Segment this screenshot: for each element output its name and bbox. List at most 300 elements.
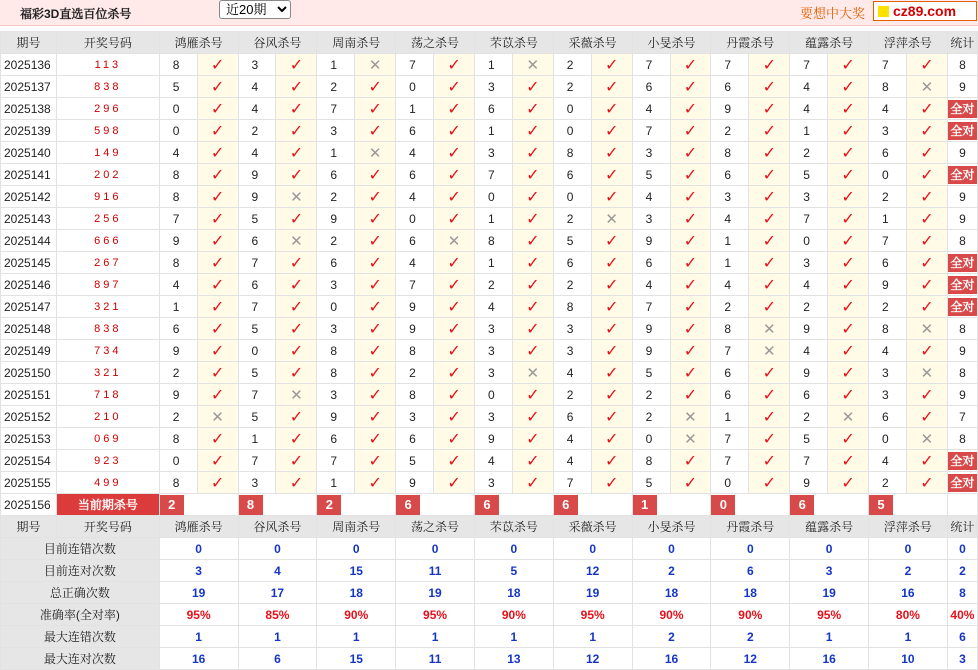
stats-value: 12	[553, 648, 632, 670]
result-mark-cell	[828, 472, 869, 494]
result-mark-cell	[355, 230, 396, 252]
check-icon: ✓	[841, 298, 855, 316]
result-mark-cell	[670, 252, 711, 274]
result-mark-cell	[906, 120, 947, 142]
stats-value: 12	[553, 560, 632, 582]
stats-value: 2	[869, 560, 948, 582]
result-mark-cell	[355, 318, 396, 340]
period-cell: 2025153	[1, 428, 57, 450]
header-expert[interactable]: 荡之杀号	[396, 32, 475, 54]
stat-cell	[947, 472, 977, 494]
check-icon: ✓	[526, 188, 540, 206]
result-mark-cell	[512, 76, 553, 98]
result-mark-cell	[828, 208, 869, 230]
check-icon: ✓	[526, 452, 540, 470]
cross-icon: ✕	[368, 56, 382, 74]
kill-value-cell: 0	[396, 208, 434, 230]
stats-value: 0	[159, 538, 238, 560]
stats-value: 90%	[317, 604, 396, 626]
kill-value-cell: 3	[474, 472, 512, 494]
kill-value-cell: 9	[790, 472, 828, 494]
kill-value-cell: 0	[632, 428, 670, 450]
stats-value: 0	[632, 538, 711, 560]
check-icon: ✓	[683, 452, 698, 470]
kill-value-cell: 2	[869, 472, 907, 494]
kill-value-cell: 3	[474, 76, 512, 98]
period-cell: 2025143	[1, 208, 57, 230]
check-icon: ✓	[604, 276, 619, 294]
result-mark-cell	[828, 362, 869, 384]
stats-value: 0	[238, 538, 317, 560]
check-icon: ✓	[447, 254, 461, 272]
stats-value: 0	[317, 538, 396, 560]
header-expert[interactable]: 荡之杀号	[396, 516, 475, 538]
period-cell: 2025140	[1, 142, 57, 164]
check-icon: ✓	[762, 100, 776, 118]
check-icon: ✓	[289, 100, 304, 118]
result-mark-cell	[906, 318, 947, 340]
header-expert[interactable]: 采薇杀号	[553, 32, 632, 54]
stats-value: 80%	[869, 604, 948, 626]
table-row	[1, 164, 978, 186]
kill-value-cell: 1	[317, 472, 355, 494]
check-icon: ✓	[289, 364, 304, 382]
header-stat: 统计	[947, 32, 977, 54]
result-mark-cell	[355, 450, 396, 472]
current-kill-cell	[396, 494, 475, 516]
kill-value-cell: 6	[238, 274, 276, 296]
check-icon: ✓	[368, 430, 382, 448]
stats-value: 3	[947, 648, 977, 670]
kill-value-cell: 4	[869, 450, 907, 472]
all-correct-badge: 全对	[948, 122, 977, 140]
check-icon: ✓	[920, 298, 934, 316]
result-mark-cell	[197, 142, 238, 164]
check-icon: ✓	[368, 474, 382, 492]
check-icon: ✓	[604, 144, 619, 162]
kill-value-cell: 7	[238, 296, 276, 318]
result-mark-cell	[355, 142, 396, 164]
draw-number-cell: 321	[56, 296, 159, 318]
current-period-row	[1, 494, 978, 516]
header-period: 期号	[1, 516, 57, 538]
period-cell: 2025144	[1, 230, 57, 252]
check-icon: ✓	[841, 430, 855, 448]
all-correct-badge: 全对	[948, 100, 977, 118]
result-mark-cell	[276, 164, 317, 186]
check-icon: ✓	[447, 298, 461, 316]
cross-icon: ✕	[526, 364, 540, 382]
result-mark-cell	[512, 318, 553, 340]
period-cell: 2025154	[1, 450, 57, 472]
kill-value-cell: 4	[632, 98, 670, 120]
check-icon: ✓	[447, 56, 461, 74]
kill-value-cell: 5	[632, 164, 670, 186]
header-expert[interactable]: 谷风杀号	[238, 516, 317, 538]
check-icon: ✓	[920, 188, 934, 206]
header-expert[interactable]: 周南杀号	[317, 516, 396, 538]
check-icon: ✓	[762, 386, 776, 404]
stats-value: 3	[159, 560, 238, 582]
header-expert[interactable]: 小旻杀号	[632, 32, 711, 54]
kill-value-cell: 1	[396, 98, 434, 120]
header-expert[interactable]: 鸿雁杀号	[159, 32, 238, 54]
check-icon: ✓	[762, 232, 776, 250]
result-mark-cell	[828, 142, 869, 164]
check-icon: ✓	[289, 298, 304, 316]
check-icon: ✓	[841, 188, 855, 206]
kill-value-cell: 6	[317, 164, 355, 186]
promo-text[interactable]: 要想中大奖	[800, 6, 866, 21]
cross-icon: ✕	[841, 408, 855, 426]
check-icon: ✓	[526, 276, 540, 294]
kill-value-cell: 8	[869, 76, 907, 98]
result-mark-cell	[828, 230, 869, 252]
kill-value-cell: 4	[159, 274, 197, 296]
result-mark-cell	[591, 318, 632, 340]
draw-number-cell: 069	[56, 428, 159, 450]
header-expert[interactable]: 蕴露杀号	[790, 516, 869, 538]
stats-value: 15	[317, 560, 396, 582]
check-icon: ✓	[762, 122, 776, 140]
header-expert[interactable]: 浮萍杀号	[869, 516, 948, 538]
result-mark-cell	[670, 450, 711, 472]
period-cell: 2025151	[1, 384, 57, 406]
kill-value-cell: 0	[869, 164, 907, 186]
kill-value-cell: 2	[790, 296, 828, 318]
result-mark-cell	[197, 208, 238, 230]
result-mark-cell	[434, 98, 475, 120]
result-mark-cell	[906, 186, 947, 208]
check-icon: ✓	[210, 474, 225, 492]
cross-icon: ✕	[447, 232, 461, 250]
stats-value: 90%	[711, 604, 790, 626]
result-mark-cell	[434, 296, 475, 318]
check-icon: ✓	[447, 474, 461, 492]
draw-number-cell: 202	[56, 164, 159, 186]
current-kill-cell	[711, 494, 790, 516]
table-row	[1, 450, 978, 472]
current-kill-badge: 2	[317, 495, 341, 515]
stats-value: 12	[711, 648, 790, 670]
check-icon: ✓	[683, 364, 698, 382]
stats-value: 40%	[947, 604, 977, 626]
result-mark-cell	[197, 98, 238, 120]
result-mark-cell	[197, 296, 238, 318]
draw-number-cell: 838	[56, 76, 159, 98]
check-icon: ✓	[841, 320, 855, 338]
kill-value-cell: 9	[159, 230, 197, 252]
stats-label: 最大连错次数	[1, 626, 160, 648]
result-mark-cell	[434, 230, 475, 252]
header-expert[interactable]: 芣苡杀号	[474, 32, 553, 54]
kill-value-cell: 6	[632, 76, 670, 98]
header-expert[interactable]: 浮萍杀号	[869, 32, 948, 54]
current-kill-cell	[553, 494, 632, 516]
period-cell: 2025137	[1, 76, 57, 98]
result-mark-cell	[512, 186, 553, 208]
cross-icon: ✕	[684, 408, 697, 426]
check-icon: ✓	[526, 166, 540, 184]
result-mark-cell	[512, 362, 553, 384]
check-icon: ✓	[289, 320, 304, 338]
kill-value-cell: 4	[396, 252, 434, 274]
header-expert[interactable]: 丹霞杀号	[711, 516, 790, 538]
kill-value-cell: 8	[632, 450, 670, 472]
check-icon: ✓	[368, 166, 382, 184]
result-mark-cell	[591, 450, 632, 472]
result-mark-cell	[591, 76, 632, 98]
result-mark-cell	[749, 296, 790, 318]
result-mark-cell	[512, 208, 553, 230]
result-mark-cell	[591, 164, 632, 186]
header-draw: 开奖号码	[56, 32, 159, 54]
kill-value-cell: 0	[711, 472, 749, 494]
result-mark-cell	[749, 76, 790, 98]
check-icon: ✓	[604, 166, 619, 184]
stats-value: 1	[553, 626, 632, 648]
kill-value-cell: 2	[553, 208, 591, 230]
header-expert[interactable]: 蕴露杀号	[790, 32, 869, 54]
draw-number-cell: 598	[56, 120, 159, 142]
check-icon: ✓	[447, 78, 461, 96]
kill-value-cell: 4	[396, 186, 434, 208]
kill-value-cell: 8	[711, 142, 749, 164]
kill-value-cell: 2	[317, 186, 355, 208]
result-mark-cell	[828, 186, 869, 208]
kill-value-cell: 4	[553, 450, 591, 472]
kill-value-cell: 0	[159, 98, 197, 120]
kill-value-cell: 6	[553, 406, 591, 428]
kill-value-cell: 6	[711, 76, 749, 98]
stat-cell	[947, 120, 977, 142]
result-mark-cell	[197, 318, 238, 340]
kill-value-cell: 0	[238, 340, 276, 362]
check-icon: ✓	[683, 386, 698, 404]
stats-row	[1, 582, 978, 604]
check-icon: ✓	[920, 232, 934, 250]
header-expert[interactable]: 谷风杀号	[238, 32, 317, 54]
check-icon: ✓	[210, 386, 225, 404]
stats-value: 1	[159, 626, 238, 648]
all-correct-badge: 全对	[948, 276, 977, 294]
kill-value-cell: 2	[317, 76, 355, 98]
header-expert[interactable]: 周南杀号	[317, 32, 396, 54]
check-icon: ✓	[683, 100, 698, 118]
kill-value-cell: 5	[790, 428, 828, 450]
result-mark-cell	[670, 274, 711, 296]
kill-value-cell: 2	[474, 274, 512, 296]
kill-value-cell: 3	[632, 142, 670, 164]
stats-value: 18	[632, 582, 711, 604]
kill-value-cell: 7	[869, 230, 907, 252]
stats-value: 18	[711, 582, 790, 604]
check-icon: ✓	[526, 78, 540, 96]
header-expert[interactable]: 芣苡杀号	[474, 516, 553, 538]
kill-value-cell: 4	[790, 98, 828, 120]
kill-value-cell: 1	[474, 252, 512, 274]
draw-number-cell: 734	[56, 340, 159, 362]
draw-number-cell: 149	[56, 142, 159, 164]
all-correct-badge: 全对	[948, 254, 977, 272]
page-title: 福彩3D直选百位杀号	[20, 7, 132, 21]
kill-value-cell: 0	[159, 450, 197, 472]
stats-value: 11	[396, 648, 475, 670]
kill-value-cell: 0	[869, 428, 907, 450]
stats-value: 0	[396, 538, 475, 560]
stat-cell: 9	[947, 384, 977, 406]
kill-value-cell: 5	[238, 208, 276, 230]
result-mark-cell	[276, 142, 317, 164]
draw-number-cell: 897	[56, 274, 159, 296]
check-icon: ✓	[920, 452, 934, 470]
check-icon: ✓	[920, 342, 934, 360]
result-mark-cell	[749, 274, 790, 296]
check-icon: ✓	[841, 474, 855, 492]
check-icon: ✓	[604, 232, 619, 250]
result-mark-cell	[591, 472, 632, 494]
header-expert[interactable]: 采薇杀号	[553, 516, 632, 538]
period-cell: 2025147	[1, 296, 57, 318]
kill-value-cell: 5	[238, 406, 276, 428]
check-icon: ✓	[604, 430, 619, 448]
cross-icon: ✕	[920, 364, 934, 382]
table-row	[1, 76, 978, 98]
kill-value-cell: 1	[711, 406, 749, 428]
result-mark-cell	[828, 406, 869, 428]
stats-value: 15	[317, 648, 396, 670]
cross-icon: ✕	[920, 430, 934, 448]
header-period: 期号	[1, 32, 57, 54]
kill-value-cell: 3	[317, 384, 355, 406]
header-stat: 统计	[947, 516, 977, 538]
kill-value-cell: 6	[869, 252, 907, 274]
check-icon: ✓	[526, 210, 540, 228]
kill-value-cell: 8	[711, 318, 749, 340]
check-icon: ✓	[762, 298, 776, 316]
result-mark-cell	[355, 296, 396, 318]
check-icon: ✓	[683, 342, 698, 360]
check-icon: ✓	[368, 122, 382, 140]
kill-value-cell: 7	[396, 274, 434, 296]
check-icon: ✓	[683, 232, 698, 250]
current-kill-badge: 6	[790, 495, 814, 515]
table-row	[1, 472, 978, 494]
check-icon: ✓	[683, 78, 698, 96]
kill-value-cell: 9	[238, 164, 276, 186]
kill-value-cell: 0	[553, 186, 591, 208]
check-icon: ✓	[683, 320, 698, 338]
result-mark-cell	[355, 472, 396, 494]
kill-value-cell: 7	[711, 54, 749, 76]
kill-value-cell: 3	[474, 406, 512, 428]
header-row	[1, 32, 978, 54]
table-row	[1, 230, 978, 252]
result-mark-cell	[670, 362, 711, 384]
stats-value: 16	[632, 648, 711, 670]
result-mark-cell	[828, 54, 869, 76]
kill-value-cell: 4	[790, 274, 828, 296]
result-mark-cell	[276, 362, 317, 384]
table-row	[1, 340, 978, 362]
result-mark-cell	[434, 120, 475, 142]
header-expert[interactable]: 鸿雁杀号	[159, 516, 238, 538]
table-row	[1, 120, 978, 142]
result-mark-cell	[355, 98, 396, 120]
result-mark-cell	[197, 230, 238, 252]
result-mark-cell	[434, 252, 475, 274]
check-icon: ✓	[447, 452, 461, 470]
kill-value-cell: 3	[317, 120, 355, 142]
result-mark-cell	[434, 164, 475, 186]
site-logo[interactable]	[873, 1, 977, 21]
check-icon: ✓	[447, 188, 461, 206]
result-mark-cell	[276, 450, 317, 472]
result-mark-cell	[749, 186, 790, 208]
check-icon: ✓	[289, 210, 304, 228]
result-mark-cell	[749, 142, 790, 164]
kill-value-cell: 6	[553, 252, 591, 274]
kill-value-cell: 0	[474, 186, 512, 208]
check-icon: ✓	[920, 210, 934, 228]
result-mark-cell	[276, 472, 317, 494]
result-mark-cell	[749, 252, 790, 274]
kill-value-cell: 0	[553, 98, 591, 120]
check-icon: ✓	[368, 342, 382, 360]
stat-cell	[947, 252, 977, 274]
result-mark-cell	[276, 98, 317, 120]
result-mark-cell	[591, 340, 632, 362]
check-icon: ✓	[683, 254, 698, 272]
current-kill-cell	[790, 494, 869, 516]
cross-icon: ✕	[684, 430, 697, 448]
check-icon: ✓	[447, 364, 461, 382]
result-mark-cell	[906, 230, 947, 252]
table-row	[1, 274, 978, 296]
kill-value-cell: 2	[553, 54, 591, 76]
check-icon: ✓	[289, 166, 304, 184]
stats-value: 2	[947, 560, 977, 582]
check-icon: ✓	[920, 166, 934, 184]
result-mark-cell	[197, 472, 238, 494]
logo-square-icon	[878, 6, 889, 17]
stats-value: 13	[474, 648, 553, 670]
result-mark-cell	[906, 98, 947, 120]
kill-value-cell: 2	[790, 406, 828, 428]
check-icon: ✓	[289, 254, 304, 272]
period-select[interactable]	[219, 0, 291, 19]
header-expert[interactable]: 小旻杀号	[632, 516, 711, 538]
table-row	[1, 98, 978, 120]
result-mark-cell	[591, 120, 632, 142]
table-row	[1, 252, 978, 274]
check-icon: ✓	[604, 254, 619, 272]
check-icon: ✓	[920, 474, 934, 492]
kill-value-cell: 6	[396, 428, 434, 450]
table-row	[1, 362, 978, 384]
check-icon: ✓	[683, 210, 698, 228]
header-expert[interactable]: 丹霞杀号	[711, 32, 790, 54]
kill-value-cell: 6	[632, 252, 670, 274]
check-icon: ✓	[368, 320, 382, 338]
result-mark-cell	[276, 428, 317, 450]
period-cell: 2025152	[1, 406, 57, 428]
check-icon: ✓	[762, 474, 776, 492]
all-correct-badge: 全对	[948, 298, 977, 316]
draw-number-cell: 267	[56, 252, 159, 274]
result-mark-cell	[355, 362, 396, 384]
result-mark-cell	[906, 340, 947, 362]
